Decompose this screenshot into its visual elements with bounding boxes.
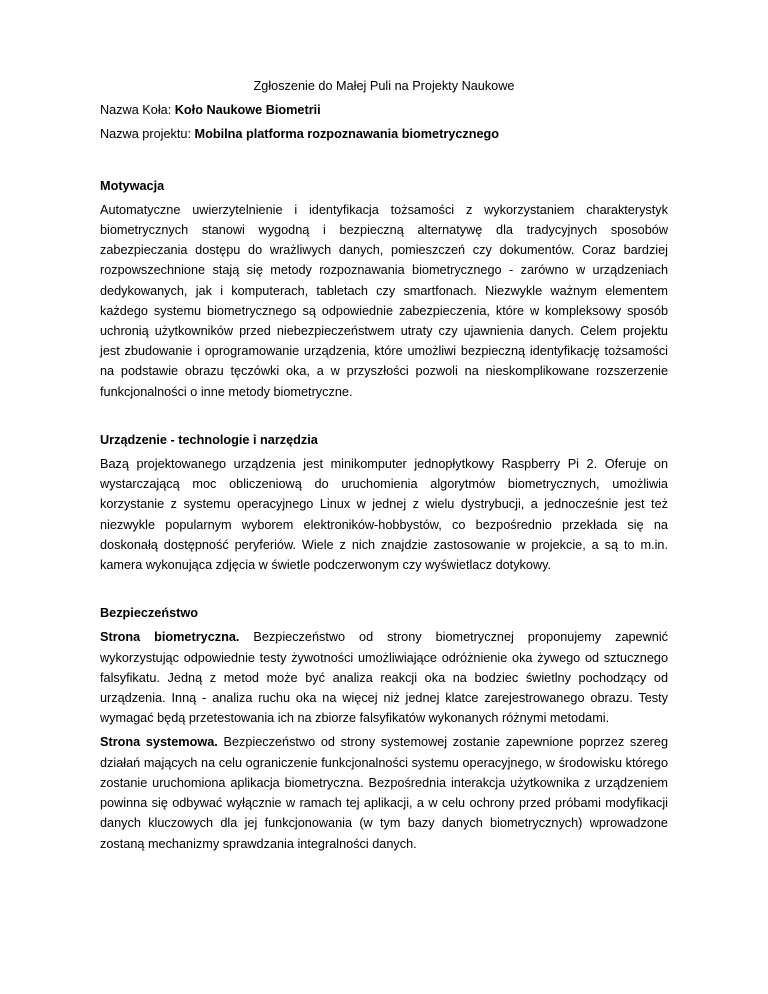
system-security-lead: Strona systemowa. xyxy=(100,735,218,750)
security-heading: Bezpieczeństwo xyxy=(100,606,198,621)
project-name-line xyxy=(100,124,668,144)
biometric-security-text: Bezpieczeństwo od strony biometrycznej proponujemy zapewnić wykorzystując odpowiednie testy żywotności umożliwiające odróżnienie oka żywego od sztucznego falsyfikatu. Jedną z metod może być analiza reakcji oka na bodziec świetlny pochodzący od urządzenia. Inną - analiza ruchu oka na więcej niż jednej klatce zarejestrowanego obrazu. Testy wymagać będą przetestowania ich na zbiorze falsyfikatów wykonanych różnymi metodami. xyxy=(100,630,668,726)
motivation-paragraph: Automatyczne uwierzytelnienie i identyfikacja tożsamości z wykorzystaniem charakterystyk biometrycznych stanowi wygodną i bezpieczną alternatywę dla tradycyjnych sposobów zabezpieczania dostępu do wrażliwych danych, pomieszczeń czy dokumentów. Coraz bardziej rozpowszechnione stają się metody rozpoznawania biometrycznego - zarówno w urządzeniach dedykowanych, jak i komputerach, tabletach czy smartfonach. Niezwykle ważnym elementem każdego systemu biometrycznego są odpowiednie zabezpieczenia, które w kompleksowy sposób uchronią użytkowników przed niebezpieczeństwem utraty czy ujawnienia danych. Celem projektu jest zbudowanie i oprogramowanie urządzenia, które umożliwi bezpieczną identyfikację tożsamości na podstawie obrazu tęczówki oka, a w przyszłości pozwoli na nieskomplikowane rozszerzenie funkcjonalności o inne metody biometryczne. xyxy=(100,202,668,399)
device-heading: Urządzenie - technologie i narzędzia xyxy=(100,432,318,447)
biometric-security-paragraph xyxy=(100,627,668,728)
project-name-label: Nazwa projektu: xyxy=(100,127,191,142)
club-name-label: Nazwa Koła: xyxy=(100,103,172,118)
motivation-heading: Motywacja xyxy=(100,178,165,193)
club-name-line xyxy=(100,100,668,120)
system-security-text: Bezpieczeństwo od strony systemowej zostanie zapewnione poprzez szereg działań mających na celu ograniczenie funkcjonalności systemu operacyjnego, w środowisku którego zostanie uruchomiona aplikacja biometryczna. Bezpośrednia interakcja użytkownika z urządzeniem powinna się odbywać wyłącznie w ramach tej aplikacji, a w celu ochrony przed próbami modyfikacji danych kluczowych dla jej funkcjonowania (w tym bazy danych biometrycznych) wprowadzone zostaną mechanizmy sprawdzania integralności danych. xyxy=(100,735,669,851)
project-name-value: Mobilna platforma rozpoznawania biometrycznego xyxy=(194,127,500,142)
system-security-paragraph xyxy=(100,732,668,853)
biometric-security-lead: Strona biometryczna. xyxy=(100,630,240,645)
device-paragraph: Bazą projektowanego urządzenia jest minikomputer jednopłytkowy Raspberry Pi 2. Oferuje on wystarczającą moc obliczeniową do uruchomienia algorytmów biometrycznych, umożliwia korzystanie z systemu operacyjnego Linux w jednej z wielu dystrybucji, a jednocześnie jest też niezwykle popularnym wyborem elektroników-hobbystów, co bezpośrednio przekłada się na doskonałą dostępność peryferiów. Wiele z nich znajdzie zastosowanie w projekcie, a są to m.in. kamera wykonująca zdjęcia w świetle podczerwonym czy wyświetlacz dotykowy. xyxy=(100,457,668,573)
document-title: Zgłoszenie do Małej Puli na Projekty Naukowe xyxy=(253,79,515,93)
club-name-value: Koło Naukowe Biometrii xyxy=(174,103,321,118)
